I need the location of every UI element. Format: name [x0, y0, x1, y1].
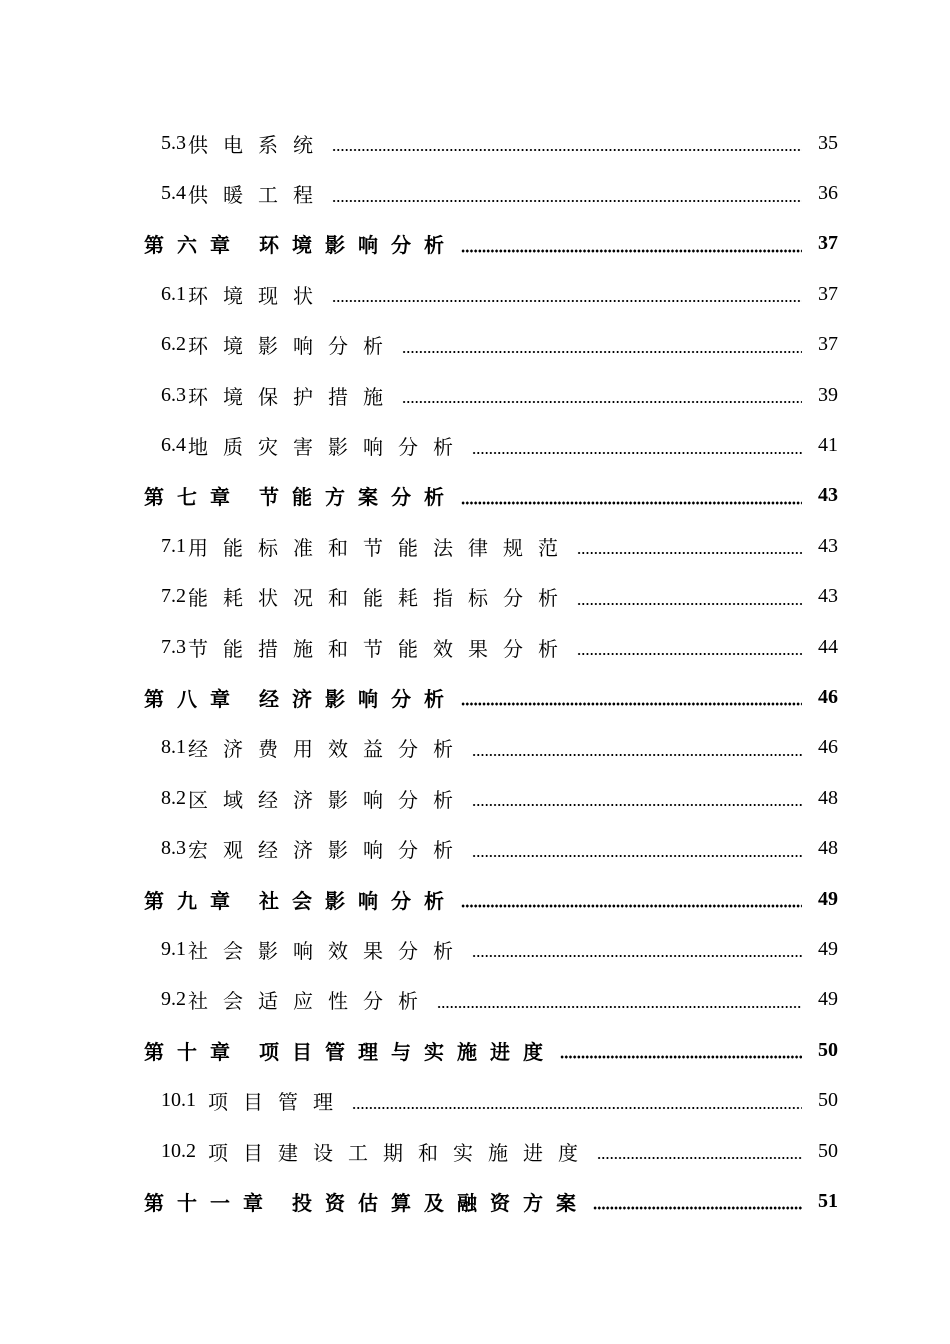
dot-leader — [461, 889, 802, 909]
toc-entry-number: 5.4 — [161, 182, 186, 205]
dot-leader — [472, 788, 802, 808]
toc-entry-number: 7.2 — [161, 585, 186, 608]
toc-chapter-title: 经济影响分析 — [259, 686, 457, 711]
toc-entry-number: 10.2 — [161, 1139, 196, 1162]
toc-chapter[interactable] — [0, 219, 950, 269]
toc-entry-number: 8.3 — [161, 837, 186, 860]
toc-entry-title: 环境保护措施 — [188, 384, 398, 409]
toc-entry-page: 46 — [818, 736, 838, 759]
toc-chapter-title: 社会影响分析 — [259, 888, 457, 913]
toc-chapter-number: 第十一章 — [144, 1190, 276, 1215]
toc-chapter[interactable] — [0, 1176, 950, 1226]
toc-entry-title: 能耗状况和能耗指标分析 — [188, 586, 573, 611]
toc-entry[interactable] — [0, 1075, 950, 1125]
toc-chapter-number: 第九章 — [144, 888, 243, 913]
toc-entry[interactable] — [0, 1126, 950, 1176]
toc-entry-page: 39 — [818, 383, 838, 406]
dot-leader — [593, 1191, 802, 1211]
toc-entry-page: 41 — [818, 434, 838, 457]
toc-entry-page: 35 — [818, 131, 838, 154]
toc-entry[interactable] — [0, 773, 950, 823]
toc-entry-page: 37 — [818, 282, 838, 305]
dot-leader — [332, 133, 802, 153]
toc-entry-title: 社会影响效果分析 — [188, 938, 468, 963]
toc-entry-number: 7.3 — [161, 635, 186, 658]
dot-leader — [577, 536, 802, 556]
dot-leader — [461, 687, 802, 707]
toc-entry-title: 项目管理 — [208, 1090, 348, 1115]
toc-entry-page: 43 — [818, 534, 838, 557]
toc-entry[interactable] — [0, 823, 950, 873]
toc-entry-number: 6.3 — [161, 383, 186, 406]
toc-entry-page: 48 — [818, 837, 838, 860]
toc-entry[interactable] — [0, 168, 950, 218]
toc-chapter-title: 投资估算及融资方案 — [292, 1190, 589, 1215]
dot-leader — [437, 990, 802, 1010]
toc-chapter-number: 第七章 — [144, 485, 243, 510]
dot-leader — [577, 587, 802, 607]
toc-entry-title: 环境影响分析 — [188, 334, 398, 359]
toc-entry-title: 经济费用效益分析 — [188, 737, 468, 762]
toc-entry-number: 6.1 — [161, 282, 186, 305]
toc-entry-title: 供暖工程 — [188, 183, 328, 208]
toc-chapter-number: 第十章 — [144, 1039, 243, 1064]
toc-entry[interactable] — [0, 521, 950, 571]
dot-leader — [597, 1141, 802, 1161]
toc-chapter-page: 43 — [818, 484, 838, 507]
toc-entry[interactable] — [0, 370, 950, 420]
toc-chapter-title: 项目管理与实施进度 — [259, 1039, 556, 1064]
toc-entry[interactable] — [0, 723, 950, 773]
toc-entry-title: 社会适应性分析 — [188, 989, 433, 1014]
toc-entry-number: 9.2 — [161, 988, 186, 1011]
toc-chapter[interactable] — [0, 672, 950, 722]
toc-chapter-number: 第八章 — [144, 686, 243, 711]
toc-chapter[interactable] — [0, 471, 950, 521]
toc-entry-title: 用能标准和节能法律规范 — [188, 535, 573, 560]
dot-leader — [577, 637, 802, 657]
toc-entry-title: 项目建设工期和实施进度 — [208, 1140, 593, 1165]
dot-leader — [461, 234, 802, 254]
toc-entry-title: 地质灾害影响分析 — [188, 435, 468, 460]
toc-entry[interactable] — [0, 622, 950, 672]
dot-leader — [402, 385, 802, 405]
dot-leader — [472, 738, 802, 758]
toc-entry-title: 供电系统 — [188, 132, 328, 157]
toc-entry-title: 区域经济影响分析 — [188, 787, 468, 812]
toc-entry[interactable] — [0, 269, 950, 319]
dot-leader — [402, 335, 802, 355]
toc-entry-number: 9.1 — [161, 937, 186, 960]
dot-leader — [472, 939, 802, 959]
toc-entry[interactable] — [0, 118, 950, 168]
toc-entry-title: 宏观经济影响分析 — [188, 838, 468, 863]
toc-chapter-page: 37 — [818, 232, 838, 255]
toc-chapter[interactable] — [0, 874, 950, 924]
toc-entry-page: 48 — [818, 786, 838, 809]
toc-entry-page: 50 — [818, 1089, 838, 1112]
toc-entry-page: 49 — [818, 937, 838, 960]
toc-chapter[interactable] — [0, 1025, 950, 1075]
toc-entry-number: 6.2 — [161, 333, 186, 356]
toc-entry[interactable] — [0, 572, 950, 622]
toc-entry-number: 8.2 — [161, 786, 186, 809]
toc-entry-page: 49 — [818, 988, 838, 1011]
toc-entry-number: 7.1 — [161, 534, 186, 557]
toc-chapter-title: 节能方案分析 — [259, 485, 457, 510]
toc-chapter-page: 49 — [818, 887, 838, 910]
toc-entry[interactable] — [0, 975, 950, 1025]
dot-leader — [472, 436, 802, 456]
toc-entry-title: 节能措施和节能效果分析 — [188, 636, 573, 661]
toc-chapter-number: 第六章 — [144, 233, 243, 258]
toc-chapter-page: 46 — [818, 685, 838, 708]
toc-entry-number: 6.4 — [161, 434, 186, 457]
dot-leader — [461, 486, 802, 506]
toc-chapter-page: 51 — [818, 1189, 838, 1212]
toc-entry-page: 50 — [818, 1139, 838, 1162]
toc-chapter-page: 50 — [818, 1038, 838, 1061]
toc-entry-page: 44 — [818, 635, 838, 658]
toc-entry-number: 10.1 — [161, 1089, 196, 1112]
toc-chapter-title: 环境影响分析 — [259, 233, 457, 258]
toc-entry[interactable] — [0, 320, 950, 370]
dot-leader — [332, 184, 802, 204]
table-of-contents — [0, 118, 950, 1227]
toc-entry-number: 5.3 — [161, 131, 186, 154]
toc-entry-page: 37 — [818, 333, 838, 356]
dot-leader — [332, 284, 802, 304]
toc-entry-title: 环境现状 — [188, 283, 328, 308]
toc-entry-page: 43 — [818, 585, 838, 608]
dot-leader — [472, 839, 802, 859]
toc-entry[interactable] — [0, 924, 950, 974]
dot-leader — [560, 1040, 802, 1060]
toc-entry-number: 8.1 — [161, 736, 186, 759]
toc-entry-page: 36 — [818, 182, 838, 205]
dot-leader — [352, 1091, 802, 1111]
toc-entry[interactable] — [0, 420, 950, 470]
